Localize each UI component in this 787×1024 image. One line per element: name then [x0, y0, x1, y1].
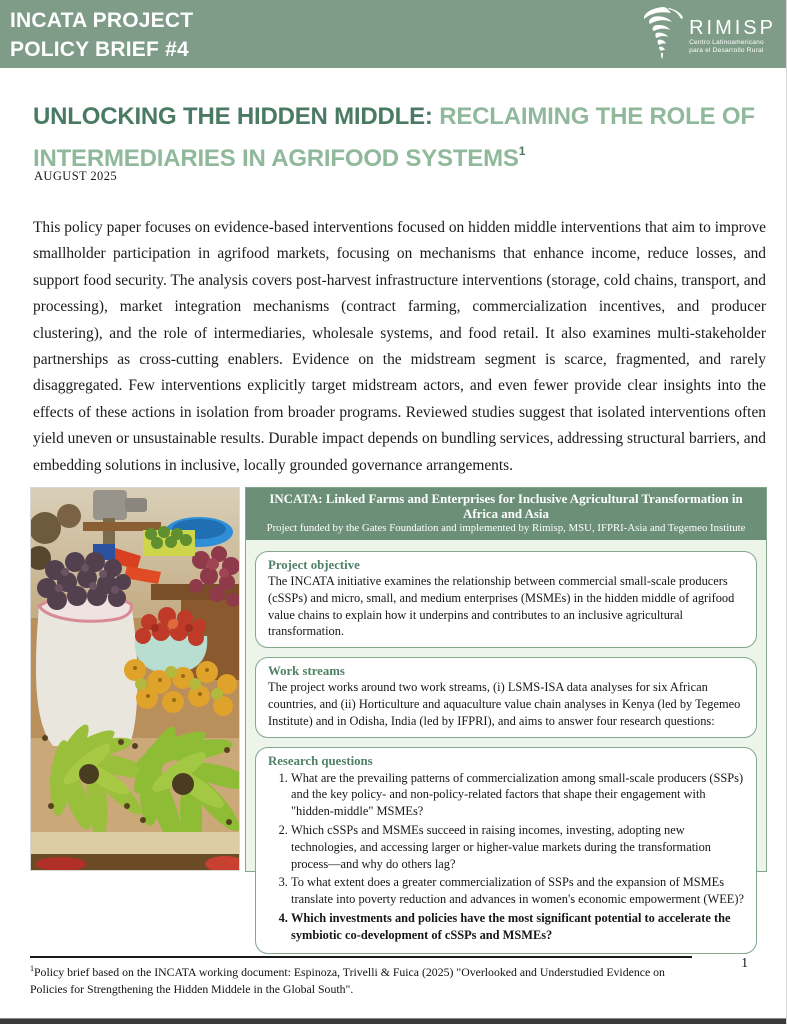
title-line-1 — [33, 100, 765, 134]
footnote-text: Policy brief based on the INCATA working document: Espinoza, Trivelli & Fuica (2025) "Overlooked and Understudied Evidence on Policies for Strengthening the Hidden Middele in the Global South". — [30, 965, 665, 996]
header-band — [0, 0, 786, 68]
incata-panel-title: INCATA: Linked Farms and Enterprises for Inclusive Agricultural Transformation in Africa and Asia — [269, 492, 743, 521]
page-number: 1 — [741, 955, 748, 970]
research-questions-card — [255, 747, 757, 954]
incata-panel-subtitle: Project funded by the Gates Foundation and implemented by Rimisp, MSU, IFPRI-Asia and Tegemeo Institute — [266, 522, 746, 534]
work-streams-text: The project works around two work streams, (i) LSMS-ISA data analyses for six African countries, and (ii) Horticulture and aquaculture value chain analyses in Kenya (led by Tegemeo Institute) and in Odisha, India (led by IFPRI), and aims to answer four research questions: — [268, 680, 741, 728]
rimisp-subtitle-2: para el Desarrollo Rural — [689, 46, 764, 54]
rimisp-subtitle-1: Centro Latinoamericano — [689, 38, 764, 46]
incata-panel-header — [246, 488, 766, 540]
market-photo — [30, 487, 240, 871]
project-objective-heading: Project objective — [268, 558, 360, 572]
incata-panel-body — [246, 540, 766, 963]
work-streams-card — [255, 657, 757, 737]
publication-date: AUGUST 2025 — [34, 169, 117, 183]
brief-series-title — [10, 6, 193, 64]
project-objective-text: The INCATA initiative examines the relationship between commercial small-scale producers (cSSPs) and micro, small, and medium enterprises (MSMEs) in the hidden middle of agrifood value chains to explain how it underpins and contributes to an inclusive agricultural transformation. — [268, 574, 735, 639]
rimisp-logo — [641, 5, 776, 66]
incata-info-panel — [245, 487, 767, 942]
research-question-2: 2. Which cSSPs and MSMEs succeed in raising incomes, investing, adopting new technologies, and accessing larger or higher-value markets during the transformation process—and why do others lag? — [291, 822, 744, 872]
research-questions-list — [268, 770, 744, 944]
research-question-4: 4. Which investments and policies have the most significant potential to accelerate the symbiotic co-development of cSSPs and MSMEs? — [291, 910, 744, 944]
project-objective-card — [255, 551, 757, 648]
research-questions-heading: Research questions — [268, 753, 373, 768]
footnote — [30, 961, 685, 998]
page-title — [33, 100, 765, 176]
brief-series-line2: POLICY BRIEF #4 — [10, 38, 189, 61]
research-question-1: 1. What are the prevailing patterns of commercialization among small-scale producers (SSPs) and the key policy- and non-policy-related factors that shape their engagement with "hidden-middle" MSMEs? — [291, 770, 744, 820]
title-light-part-2: INTERMEDIARIES IN AGRIFOOD SYSTEMS — [33, 145, 519, 172]
work-streams-heading: Work streams — [268, 664, 345, 679]
brief-series-line1: INCATA PROJECT — [10, 9, 194, 32]
rimisp-name: RIMISP — [689, 16, 776, 39]
rimisp-logo-text — [689, 17, 776, 55]
rimisp-swirl-icon — [641, 5, 685, 66]
abstract-paragraph: This policy paper focuses on evidence-based interventions focused on hidden middle interventions that aim to improve smallholder participation in agrifood markets, focusing on mechanisms that enhance income, reduce losses, and support food security. The analysis covers post-harvest infrastructure interventions (storage, cold chains, transport, and processing), market integration mechanisms (contract farming, commercialization incentives, and producer clustering), and the role of intermediaries, wholesale systems, and food retail. It also examines multi-stakeholder partnerships as cross-cutting enablers. Evidence on the midstream segment is scarce, fragmented, and rarely disaggregated. Few interventions explicitly target midstream actors, and even fewer provide clear insights into the effects of these actions in isolation from broader programs. Reviewed studies suggest that isolated interventions often yield uneven or unsustainable results. Durable impact depends on bundling services, addressing structural barriers, and embedding solutions in inclusive, locally grounded governance arrangements. — [33, 219, 766, 474]
title-footnote-marker: 1 — [518, 144, 526, 158]
footnote-marker: 1 — [30, 964, 34, 973]
title-light-part-1: RECLAIMING THE ROLE OF — [439, 103, 755, 130]
footnote-divider — [30, 956, 692, 958]
title-line-2 — [33, 134, 765, 176]
research-question-3: 3. To what extent does a greater commercialization of SSPs and the expansion of MSMEs translate into poverty reduction and advances in women's economic empowerment (WEE)? — [291, 874, 744, 908]
viewer-bottom-edge — [0, 1018, 786, 1024]
title-dark-part: UNLOCKING THE HIDDEN MIDDLE: — [33, 103, 433, 130]
